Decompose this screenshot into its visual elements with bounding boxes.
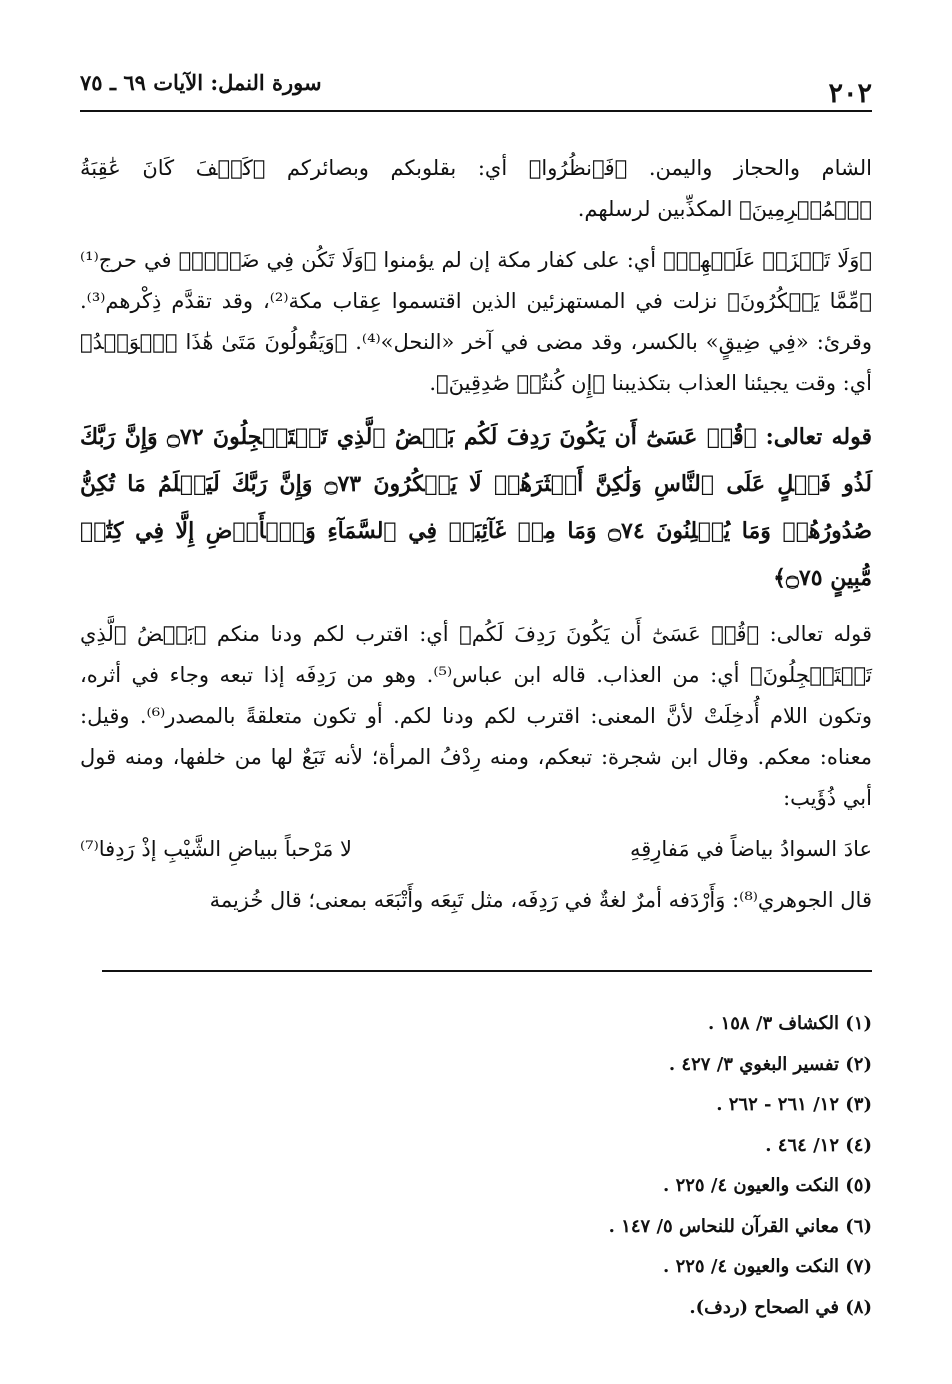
- running-head: سورة النمل: الآيات ٦٩ ـ ٧٥: [80, 70, 322, 95]
- paragraph: ﴿وَلَا تَحۡزَنۡ عَلَيۡهِمۡ﴾ أي: على كفار مكة إن لم يؤمنوا ﴿وَلَا تَكُن فِي ضَيۡقٖ﴾ في حرج⁽¹⁾ ﴿مِّمَّا يَمۡكُرُونَ﴾ نزلت في المستهزئين الذين اقتسموا عِقاب مكة⁽²⁾، وقد تقدَّم ذِكْرهم⁽³⁾. وقرئ: «فِي ضِيقٍ» بالكسر، وقد مضى في آخر «النحل»⁽⁴⁾. ﴿وَيَقُولُونَ مَتَىٰ هَٰذَا ٱلۡوَعۡدُ﴾ أي: وقت يجيئنا العذاب بتكذيبنا ﴿إِن كُنتُمۡ صَٰدِقِينَ﴾.: [80, 248, 873, 395]
- footnote-region: [102, 0, 872, 1384]
- verse-lead: قوله تعالى:: [765, 424, 873, 450]
- paragraph: قال الجوهري⁽⁸⁾: وَأَرْدَفه أمرٌ لغةٌ في رَدِفَه، مثل تَبِعَه وأَتْبَعَه بمعنى؛ قال خُزيمة: [209, 888, 872, 912]
- footnotes: [102, 1004, 872, 1328]
- footnote: (٧) النكت والعيون ٤/ ٢٢٥ .: [663, 1256, 872, 1277]
- poem-hemistich-first: عادَ السوادُ بياضاً في مَفارِقِهِ: [629, 837, 872, 861]
- poem-hemistich-second: لا مَرْحباً ببياضِ الشَّيْبِ إذْ رَدِفا⁽⁷⁾: [80, 837, 353, 861]
- footnote-divider: [102, 970, 872, 972]
- paragraph: قوله تعالى: ﴿قُلۡ عَسَىٰٓ أَن يَكُونَ رَدِفَ لَكُم﴾ أي: اقترب لكم ودنا منكم ﴿بَعۡضُ ٱلَّذِي تَسۡتَعۡجِلُونَ﴾ أي: من العذاب. قاله ابن عباس⁽⁵⁾. وهو من رَدِفَه إذا تبعه وجاء في أثره، وتكون اللام أُدخِلَتْ لأنَّ المعنى: اقترب لكم ودنا لكم. أو تكون متعلقةً بالمصدر⁽⁶⁾. وقيل: معناه: معكم. وقال ابن شجرة: تبعكم، ومنه رِدْفُ المرأة؛ لأنه تَبَعٌ لها من خلفها، ومنه قول أبي ذُؤَيب:: [80, 622, 872, 810]
- footnote: (٥) النكت والعيون ٤/ ٢٢٥ .: [663, 1175, 872, 1196]
- footnote: (٨) في الصحاح (ردف).: [689, 1296, 872, 1318]
- footnote: (٦) معاني القرآن للنحاس ٥/ ١٤٧ .: [608, 1215, 872, 1237]
- footnote: (٢) تفسير البغوي ٣/ ٤٢٧ .: [668, 1053, 872, 1075]
- paragraph: الشام والحجاز واليمن. ﴿فَٱنظُرُوا﴾ أي: بقلوبكم وبصائركم ﴿كَيۡفَ كَانَ عَٰقِبَةُ ٱلۡمُجۡرِمِينَ﴾ المكذِّبين لرسلهم.: [80, 156, 872, 221]
- page-number: ٢٠٢: [828, 78, 872, 109]
- footnote: (٤) ١٢/ ٤٦٤ .: [765, 1134, 872, 1156]
- footnote: (١) الكشاف ٣/ ١٥٨ .: [708, 1013, 872, 1034]
- footnote: (٣) ١٢/ ٢٦١ - ٢٦٢ .: [716, 1094, 872, 1115]
- verse-text: ﴿قُلۡ عَسَىٰٓ أَن يَكُونَ رَدِفَ لَكُم بَعۡضُ ٱلَّذِي تَسۡتَعۡجِلُونَ ۝٧٢ وَإِنَّ رَبَّكَ لَذُو فَضۡلٍ عَلَى ٱلنَّاسِ وَلَٰكِنَّ أَكۡثَرَهُمۡ لَا يَشۡكُرُونَ ۝٧٣ وَإِنَّ رَبَّكَ لَيَعۡلَمُ مَا تُكِنُّ صُدُورُهُمۡ وَمَا يُعۡلِنُونَ ۝٧٤ وَمَا مِنۡ غَآئِبَةٖ فِي ٱلسَّمَآءِ وَٱلۡأَرۡضِ إِلَّا فِي كِتَٰبٖ مُّبِينٍ ۝٧٥﴾: [80, 424, 873, 591]
